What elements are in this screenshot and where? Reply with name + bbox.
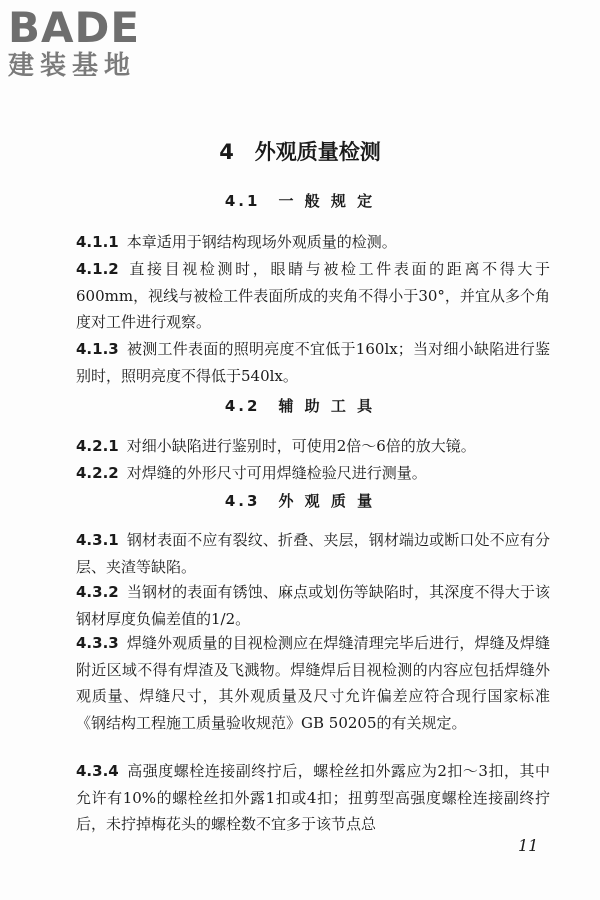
clause-4-3-3 <box>76 630 550 736</box>
clause-4-2-2 <box>76 460 550 487</box>
clause-number: 4.3.2 <box>76 583 119 601</box>
clause-4-1-1 <box>76 229 550 256</box>
clause-4-3-4 <box>76 758 550 838</box>
clause-text: 本章适用于钢结构现场外观质量的检测。 <box>126 233 397 251</box>
clause-number: 4.1.1 <box>76 233 119 251</box>
section-title-4-1: 4.1 一 般 规 定 <box>224 192 376 210</box>
clause-4-1-2 <box>76 256 550 336</box>
clause-number: 4.3.4 <box>76 762 119 780</box>
clause-4-3-1 <box>76 527 550 580</box>
brand-logo <box>8 3 188 82</box>
clause-number: 4.1.3 <box>76 340 119 358</box>
clause-text: 被测工件表面的照明亮度不宜低于160lx；当对细小缺陷进行鉴别时，照明亮度不得低于540lx。 <box>76 340 550 385</box>
clause-number: 4.2.1 <box>76 437 119 455</box>
clause-number: 4.2.2 <box>76 464 119 482</box>
chapter-title: 4 外观质量检测 <box>219 140 381 164</box>
clause-number: 4.1.2 <box>76 260 119 278</box>
logo-sub-text: 建装基地 <box>8 51 137 81</box>
section-title-4-2: 4.2 辅 助 工 具 <box>224 397 376 415</box>
clause-4-3-2 <box>76 579 550 632</box>
clause-text: 钢材表面不应有裂纹、折叠、夹层，钢材端边或断口处不应有分层、夹渣等缺陷。 <box>76 531 550 576</box>
section-title-4-3: 4.3 外 观 质 量 <box>224 492 376 510</box>
page-number: 11 <box>518 836 539 855</box>
clause-number: 4.3.3 <box>76 634 119 652</box>
clause-4-2-1 <box>76 433 550 460</box>
clause-text: 直接目视检测时，眼睛与被检工件表面的距离不得大于600mm，视线与被检工件表面所成的夹角不得小于30°，并宜从多个角度对工件进行观察。 <box>76 260 550 331</box>
logo-main-text: BADE <box>8 3 141 52</box>
clause-text: 高强度螺栓连接副终拧后，螺栓丝扣外露应为2扣～3扣，其中允许有10%的螺栓丝扣外露1扣或4扣；扭剪型高强度螺栓连接副终拧后，未拧掉梅花头的螺栓数不宜多于该节点总 <box>76 762 550 833</box>
clause-text: 当钢材的表面有锈蚀、麻点或划伤等缺陷时，其深度不得大于该钢材厚度负偏差值的1/2。 <box>76 583 550 628</box>
clause-text: 对细小缺陷进行鉴别时，可使用2倍～6倍的放大镜。 <box>126 437 476 455</box>
clause-4-1-3 <box>76 336 550 389</box>
clause-number: 4.3.1 <box>76 531 119 549</box>
clause-text: 焊缝外观质量的目视检测应在焊缝清理完毕后进行，焊缝及焊缝附近区域不得有焊渣及飞溅物。焊缝焊后目视检测的内容应包括焊缝外观质量、焊缝尺寸，其外观质量及尺寸允许偏差应符合现行国家标准《钢结构工程施工质量验收规范》GB 50205的有关规定。 <box>76 634 550 732</box>
clause-text: 对焊缝的外形尺寸可用焊缝检验尺进行测量。 <box>126 464 427 482</box>
